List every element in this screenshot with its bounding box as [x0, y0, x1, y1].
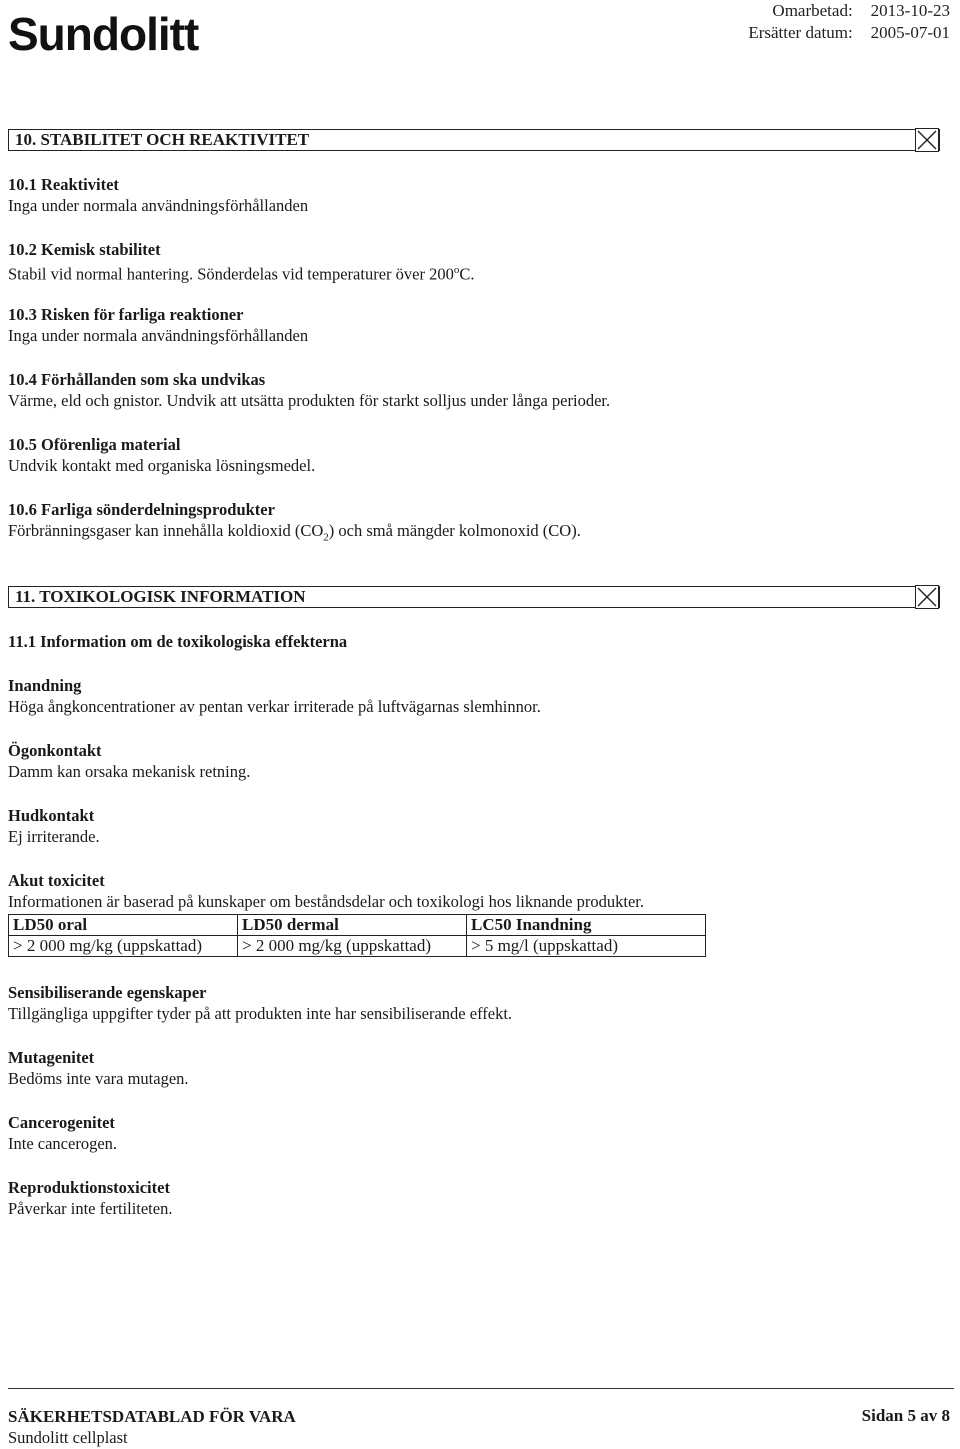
inhalation-text: Höga ångkoncentrationer av pentan verkar irriterade på luftvägarnas slemhinnor. — [8, 697, 541, 716]
skin-contact-heading: Hudkontakt — [8, 806, 95, 825]
skin-contact-block — [8, 805, 100, 847]
table-header-row — [9, 915, 706, 936]
subsection-10-2 — [8, 239, 474, 285]
carcinogenicity-text: Inte cancerogen. — [8, 1134, 118, 1153]
subsection-text: Undvik kontakt med organiska lösningsmedel. — [8, 456, 316, 475]
subsection-heading: 10.2 Kemisk stabilitet — [8, 240, 161, 259]
subsection-10-3 — [8, 304, 308, 346]
section-11-title: 11. TOXIKOLOGISK INFORMATION — [15, 587, 306, 606]
acute-toxicity-heading: Akut toxicitet — [8, 871, 105, 890]
subsection-text: Inga under normala användningsförhållanden — [8, 196, 309, 215]
checked-box-icon — [915, 128, 939, 152]
subsection-10-1 — [8, 174, 308, 216]
subsection-text: Värme, eld och gnistor. Undvik att utsätta produkten för starkt solljus under långa perioder. — [8, 391, 611, 410]
subsection-11-1-heading: 11.1 Information om de toxikologiska effekterna — [8, 632, 348, 651]
reproductive-toxicity-heading: Reproduktionstoxicitet — [8, 1178, 170, 1197]
mutagenicity-heading: Mutagenitet — [8, 1048, 95, 1067]
eye-contact-heading: Ögonkontakt — [8, 741, 102, 760]
skin-contact-text: Ej irriterande. — [8, 827, 100, 846]
subsection-10-5 — [8, 434, 315, 476]
section-11-header — [8, 586, 940, 608]
footer-document-title: SÄKERHETSDATABLAD FÖR VARA — [8, 1407, 296, 1426]
subsection-heading: 10.3 Risken för farliga reaktioner — [8, 305, 244, 324]
revised-date: 2013-10-23 — [870, 1, 950, 20]
eye-contact-text: Damm kan orsaka mekanisk retning. — [8, 762, 251, 781]
subsection-10-6 — [8, 499, 581, 548]
table-cell: > 2 000 mg/kg (uppskattad) — [238, 936, 467, 957]
table-cell: > 5 mg/l (uppskattad) — [467, 936, 706, 957]
section-10-header — [8, 129, 940, 151]
carcinogenicity-block — [8, 1112, 117, 1154]
eye-contact-block — [8, 740, 250, 782]
subsection-heading: 10.4 Förhållanden som ska undvikas — [8, 370, 266, 389]
page-number: Sidan 5 av 8 — [861, 1406, 950, 1425]
subsection-heading: 10.5 Oförenliga material — [8, 435, 181, 454]
replaces-label: Ersätter datum: — [748, 23, 853, 42]
reproductive-toxicity-text: Påverkar inte fertiliteten. — [8, 1199, 173, 1218]
inhalation-block — [8, 675, 541, 717]
checked-box-icon — [915, 585, 939, 609]
subsection-heading: 10.1 Reaktivitet — [8, 175, 119, 194]
subsection-text: Inga under normala användningsförhållanden — [8, 326, 309, 345]
mutagenicity-text: Bedöms inte vara mutagen. — [8, 1069, 189, 1088]
sensitisation-text: Tillgängliga uppgifter tyder på att produkten inte har sensibiliserande effekt. — [8, 1004, 513, 1023]
sensitisation-heading: Sensibiliserande egenskaper — [8, 983, 207, 1002]
replaces-date: 2005-07-01 — [870, 23, 950, 42]
subsection-heading: 10.6 Farliga sönderdelningsprodukter — [8, 500, 275, 519]
company-logo: Sundolitt — [8, 8, 199, 60]
section-10-title: 10. STABILITET OCH REAKTIVITET — [15, 130, 310, 149]
table-row — [9, 936, 706, 957]
footer-product-name: Sundolitt cellplast — [8, 1428, 128, 1447]
table-header-cell: LD50 dermal — [238, 915, 467, 936]
subsection-10-4 — [8, 369, 610, 411]
acute-toxicity-block — [8, 870, 644, 912]
toxicity-table — [8, 914, 706, 957]
document-dates — [748, 0, 950, 44]
table-header-cell: LD50 oral — [9, 915, 238, 936]
carcinogenicity-heading: Cancerogenitet — [8, 1113, 115, 1132]
subsection-text: Förbränningsgaser kan innehålla koldioxid $(CO_2)$ och små mängder kolmonoxid (CO). — [8, 521, 581, 544]
footer-left — [8, 1406, 296, 1448]
inhalation-heading: Inandning — [8, 676, 82, 695]
mutagenicity-block — [8, 1047, 189, 1089]
reproductive-toxicity-block — [8, 1177, 172, 1219]
subsection-text: Stabil vid normal hantering. Sönderdelas vid temperaturer över 200$^o$C. — [8, 264, 475, 284]
table-cell: > 2 000 mg/kg (uppskattad) — [9, 936, 238, 957]
footer-divider — [8, 1388, 954, 1389]
revised-label: Omarbetad: — [772, 1, 853, 20]
sensitisation-block — [8, 982, 512, 1024]
acute-toxicity-text: Informationen är baserad på kunskaper om beståndsdelar och toxikologi hos liknande produkter. — [8, 892, 644, 911]
table-header-cell: LC50 Inandning — [467, 915, 706, 936]
